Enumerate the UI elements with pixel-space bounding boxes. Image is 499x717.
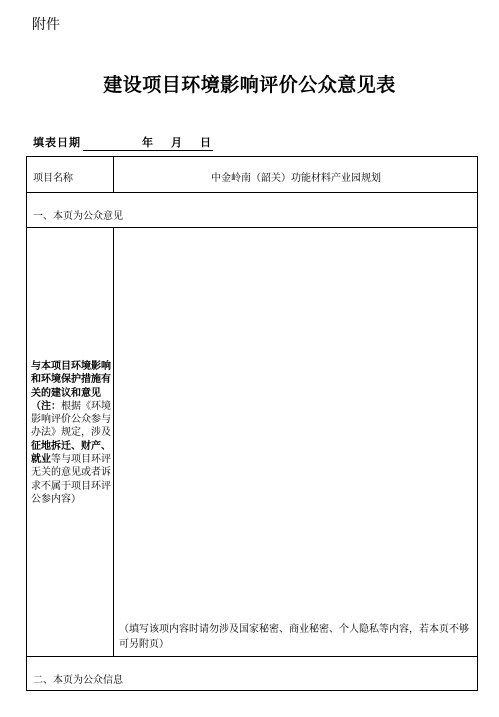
opinion-privacy-note: （填写该项内容时请勿涉及国家秘密、商业秘密、个人隐私等内容，若本页不够可另附页） — [119, 624, 469, 650]
opinion-label-note-end: 等与项目环评无关的意见或者诉求不属于项目环评公参内容） — [31, 454, 111, 505]
fill-date-row — [33, 134, 213, 151]
row-divider — [27, 192, 477, 193]
month-label: 月 — [171, 136, 182, 149]
opinion-form-table — [26, 156, 478, 691]
opinion-field-label — [31, 360, 113, 506]
section-public-opinion-title: 一、本页为公众意见 — [33, 211, 123, 222]
day-label: 日 — [200, 136, 211, 149]
project-name-value: 中金岭南（韶关）功能材料产业园规划 — [211, 173, 381, 184]
column-divider — [113, 227, 114, 656]
form-title: 建设项目环境影响评价公众意见表 — [103, 74, 396, 96]
attachment-label: 附件 — [32, 17, 60, 33]
section-public-info-title: 二、本页为公众信息 — [33, 675, 123, 686]
opinion-label-note-open: （注： — [31, 400, 61, 412]
column-divider — [113, 157, 114, 192]
year-label: 年 — [142, 136, 153, 149]
row-divider — [27, 227, 477, 228]
opinion-label-bold: 与本项目环境影响和环境保护措施有关的建议和意见 — [31, 361, 111, 399]
project-name-label: 项目名称 — [33, 173, 73, 184]
fill-date-field[interactable] — [83, 136, 213, 151]
fill-date-label: 填表日期 — [33, 136, 81, 149]
opinion-input-area[interactable] — [115, 229, 477, 619]
row-divider — [27, 656, 477, 657]
opinion-label-note: 根据《环境影响评价公众参与办法》规定，涉及 — [31, 400, 111, 439]
opinion-label-excluded: 征地拆迁、财产、就业 — [31, 440, 111, 466]
